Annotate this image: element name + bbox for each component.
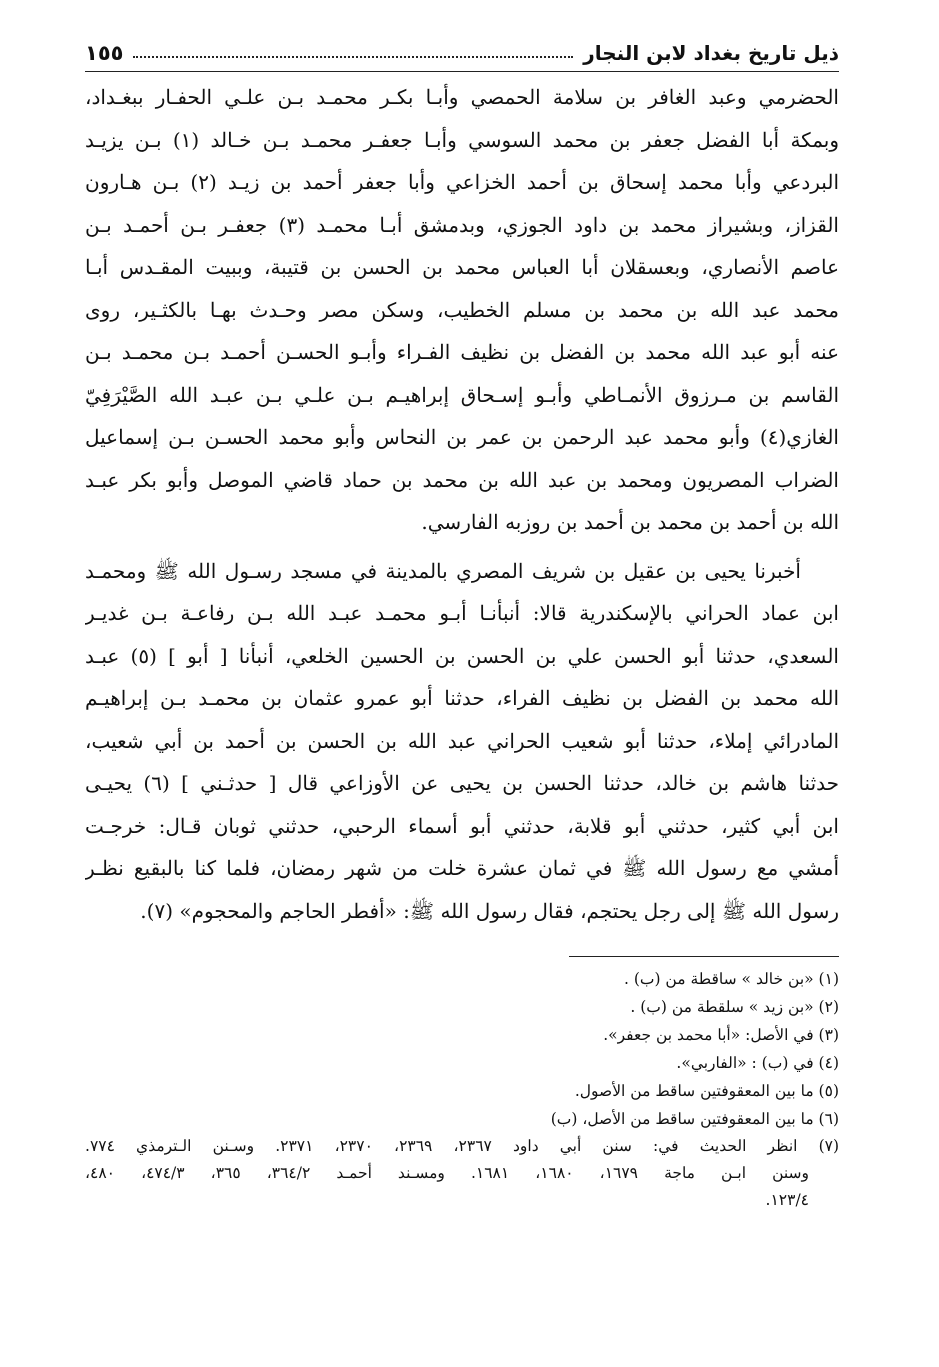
text-line: السعدي، حدثنا أبو الحسن علي بن الحسن بن الحسين الخلعي، أنبأنا [ أبو ] (٥) عبـد (85, 643, 839, 668)
footnote: (٢) «بن زيد » سلقطة من (ب) . (630, 998, 839, 1016)
footnote-divider (569, 956, 839, 957)
text-line: الضراب المصريون ومحمد بن عبد الله بن محمد بن حماد قاضي الموصل وأبو بكر عبـد (85, 467, 839, 492)
text-line: القاسم بن مـرزوق الأنمـاطي وأبـو إسـحاق إبراهيـم بـن علـي بـن عبـد الله الصَّيْرَفِيّ (85, 382, 839, 407)
paragraph-biography (85, 76, 839, 544)
text-line: وبمكة أبا الفضل جعفر بن محمد السوسي وأبـا جعفـر محمـد بـن خـالد (١) بـن يزيـد (85, 127, 839, 152)
header-dot-leader (133, 56, 573, 58)
text-line: البردعي وأبا محمد إسحاق بن أحمد الخزاعي وأبا جعفر أحمد بن زيـد (٢) بـن هـارون (85, 170, 839, 194)
footnote: (٤) في (ب) : «الفاربي». (676, 1054, 839, 1072)
text-line: الغازي(٤) وأبو محمد عبد الرحمن بن عمر بن النحاس وأبو محمد الحسـن بـن إسماعيل (85, 425, 839, 449)
running-header (85, 30, 839, 72)
text-line: القزاز، وبشيراز محمد بن داود الجوزي، وبدمشق أبـا محمـد (٣) جعفـر بـن أحمـد بـن (85, 212, 839, 237)
text-line: محمد عبد الله بن محمد بن مسلم الخطيب، وسكن مصر وحـدث بهـا بالكثـير، روى (85, 297, 839, 322)
footnote: (٦) ما بين المعقوفتين ساقط من الأصل، (ب) (550, 1110, 839, 1128)
text-line: المادرائي إملاء، حدثنا أبو شعيب الحراني عبد الله بن الحسن بن أحمد بن أبي شعيب، (85, 728, 839, 753)
footnote: (٣) في الأصل: «أبا محمد بن جعفر». (603, 1026, 839, 1044)
text-line: ابن أبي كثير، حدثني أبو قلابة، حدثني أبو أسماء الرحبي، حدثني ثوبان قـال: خرجـت (85, 813, 839, 838)
footnote-line: (٧) انظر الحديث في: سنن أبي داود ٢٣٦٧، ٢٣٦٩، ٢٣٧٠، ٢٣٧١. وسـنن الـترمذي ٧٧٤. (85, 1137, 840, 1155)
footnote-7 (85, 1133, 839, 1214)
text-line: الحضرمي وعبد الغافر بن سلامة الحمصي وأبـا بكـر محمـد بـن علـي الحفـار ببغـداد، (85, 85, 839, 109)
text-line: أخبرنا يحيى بن عقيل بن شريف المصري بالمدينة في مسجد رسـول الله ﷺ ومحمـد (85, 558, 801, 583)
text-line: ابن عماد الحراني بالإسكندرية قالا: أنبأنـا أبـو محمـد عبـد الله بـن رفاعـة بـن غديـر (85, 601, 839, 625)
text-line: الله بن أحمد بن محمد بن أحمد بن روزبه الفارسي. (421, 510, 839, 534)
text-line: الله محمد بن الفضل بن نظيف الفراء، حدثنا أبو عمرو عثمان بن محمـد بـن إبراهيـم (85, 686, 839, 710)
text-line: رسول الله ﷺ إلى رجل يحتجم، فقال رسول الله ﷺ: «أفطر الحاجم والمحجوم» (٧). (140, 898, 839, 923)
text-line: حدثنا هاشم بن خالد، حدثنا الحسن بن يحيى عن الأوزاعي قال [ حدثـني ] (٦) يحيـى (85, 771, 839, 795)
main-text (85, 76, 839, 932)
text-line: أمشي مع رسول الله ﷺ في ثمان عشرة خلت من شهر رمضان، فلما كنا بالبقيع نظـر (85, 856, 839, 880)
footnote: (١) «بن خالد » ساقطة من (ب) . (623, 970, 839, 988)
page-number: ١٥٥ (85, 41, 124, 65)
footnotes (85, 965, 839, 1214)
book-page (85, 30, 839, 1330)
book-title: ذيل تاريخ بغداد لابن النجار (583, 41, 839, 65)
text-line: عنه أبو عبد الله محمد بن الفضل بن نظيف الفـراء وأبـو الحسـن أحمـد بـن محمـد بـن (85, 340, 839, 364)
footnote-line: ١٢٣/٤. (765, 1191, 809, 1209)
footnote-line: وسنن ابـن ماجة ١٦٧٩، ١٦٨٠، ١٦٨١. ومسـند أحمـد ٣٦٤/٢، ٣٦٥، ٤٧٤/٣، ٤٨٠، (85, 1164, 810, 1182)
text-line: عاصم الأنصاري، وبعسقلان أبا العباس محمد بن الحسن بن قتيبة، وببيت المقـدس أبـا (85, 255, 839, 279)
footnote: (٥) ما بين المعقوفتين ساقط من الأصول. (574, 1082, 839, 1100)
paragraph-hadith (85, 550, 839, 933)
